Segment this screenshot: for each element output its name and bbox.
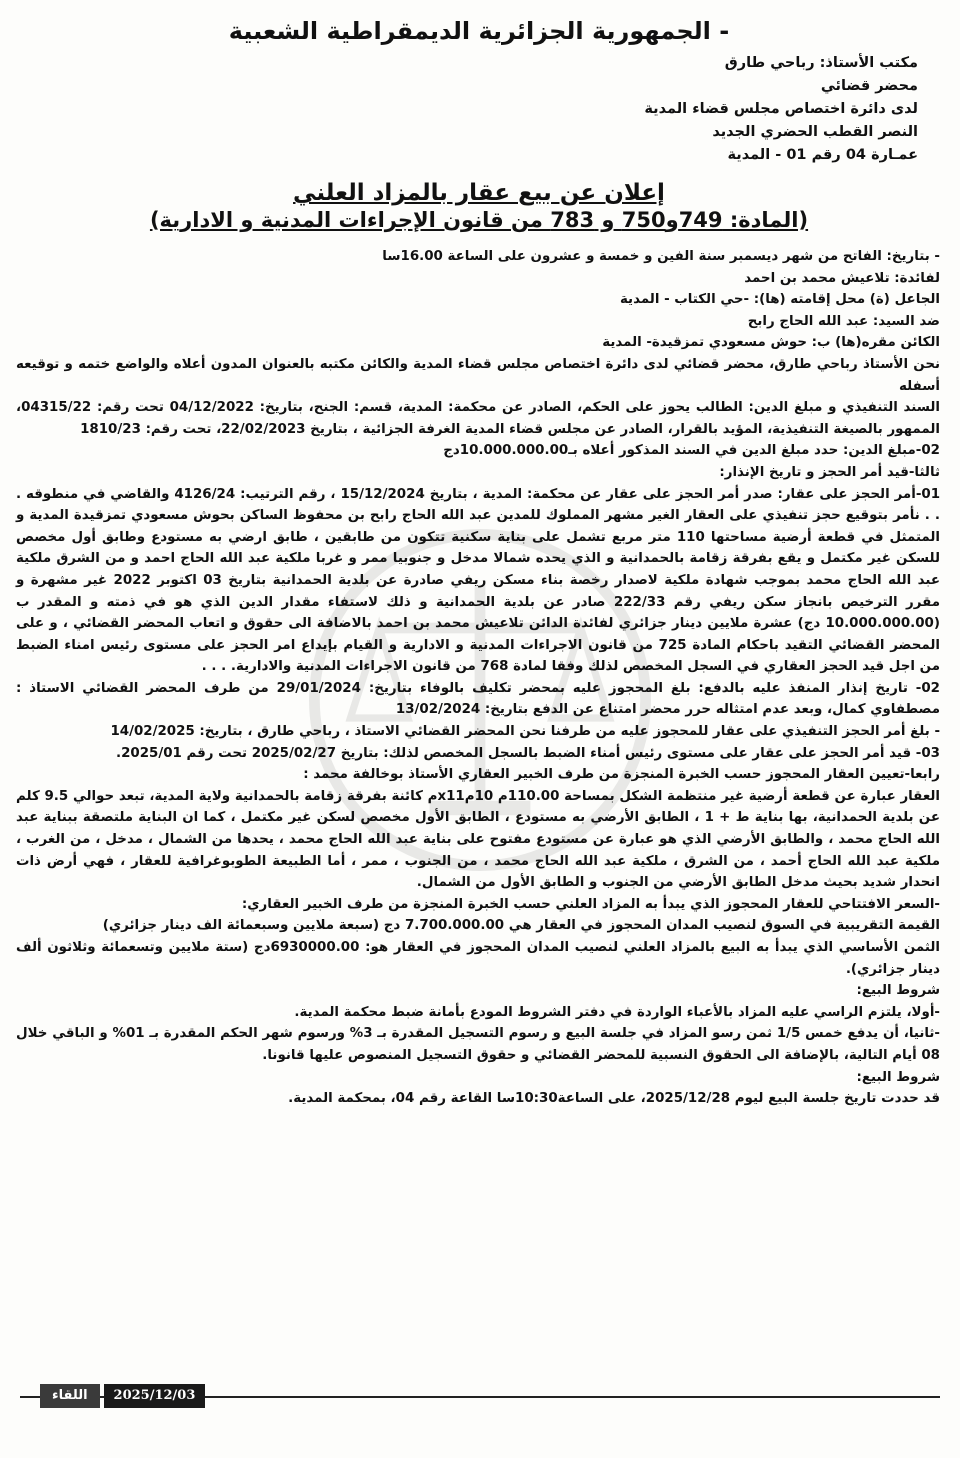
- paragraph: رابعا-تعيين العقار المحجوز حسب الخبرة المنجزة من طرف الخبير العقاري الأستاذ بوخالفة محمد :: [303, 767, 940, 783]
- office-line: مكتب الأستاذ: رباحي طارق: [724, 55, 918, 71]
- office-line: محضر قضائي: [820, 78, 918, 94]
- office-line: النصر القطب الحضري الجديد: [712, 124, 918, 140]
- legal-articles-title: (المادة: 749و750 و 783 من قانون الإجراءات المدنية و الادارية): [149, 208, 809, 232]
- announcement-title: إعلان عن بيع عقار بالمزاد العلني: [293, 180, 665, 206]
- newspaper-name: اللقاء: [40, 1384, 100, 1408]
- paragraph: نحن الأستاذ رباحي طارق، محضر قضائي لدى دائرة اختصاص مجلس قضاء المدية والكائن مكتبه بالعنوان المدون أعلاه والواضع ختمه و توقيعه أسفله: [16, 356, 940, 394]
- paragraph: السند التنفيذي و مبلغ الدين: الطالب يحوز على الحكم، الصادر عن محكمة: المدية، قسم: الجنح، بتاريخ: 04/12/2022 تحت رقم: 04315/22، الممهور بالصيغة التنفيذية، المؤيد بالقرار، الصادر عن مجلس قضاء المدية الغرفة الجزائية ، بتاريخ 22/02/2023، تحت رقم: 1810/23: [16, 400, 940, 437]
- paragraph: - بلغ أمر الحجز التنفيذي على عقار للمحجوز عليه من طرفنا نحن المحضر القضائي الاستاذ ، رباحي طارق ، بتاريخ: 14/02/2025: [110, 724, 940, 740]
- paragraph: 02-مبلغ الدين: حدد مبلغ الدين في السند المذكور أعلاه بـ10.000.000.00دج: [443, 443, 940, 459]
- paragraph: قد حددت تاريخ جلسة البيع ليوم 2025/12/28، على الساعة10:30سا القاعة رقم 04، بمحكمة المدية.: [288, 1091, 940, 1107]
- paragraph: شروط البيع:: [856, 983, 940, 999]
- paragraph: لفائدة: تلاعيش محمد بن احمد: [744, 270, 940, 286]
- newspaper-footer: [40, 1384, 240, 1408]
- announcement-page: [14, 8, 944, 1448]
- paragraph: 03- قيد أمر الحجز على عقار على مستوى رئيس أمناء الضبط بالسجل المخصص لذلك: بتاريخ 2025/02/27 تحت رقم 2025/01.: [115, 745, 940, 761]
- announcement-body: [14, 246, 944, 1110]
- paragraph: شروط البيع:: [856, 1069, 940, 1085]
- paragraph: -أولا، يلتزم الراسي عليه المزاد بالأعباء الواردة في دفتر الشروط المودع بأمانة ضبط محكمة المدية.: [294, 1004, 940, 1020]
- paragraph: 01-أمر الحجز على عقار: صدر أمر الحجز على عقار عن محكمة: المدية ، بتاريخ 15/12/2024 ، رقم الترتيب: 4126/24 والقاضي في منطوقه . . . نأمر بتوقيع حجز تنفيذي على العقار الغير مشهر المملوك للمدين عبد الله الحاج رابح بن محفوظ الساكن بحوش مسعودي تمزقيدة المدية و المتمثل في قطعة أرضية مساحتها 110 متر مربع تشمل على بناية سكنية تتكون من طابقين ، طابق ارضي به مستودع وطابق أول مخصص للسكن غير مكتمل و يقع بفرقة زقامة بالحمدانية و الذي يحده شمالا مدخل و جنوبيا ممر و غربا ملكية عبد الله الحاج احمد و من الشرق ملكية عبد الله الحاج محمد بموجب شهادة ملكية لاصدار رخصة بناء مسكن ريفي صادرة عن بلدية الحمدانية بتاريخ 03 اكتوبر 2022 غير مشهرة و مقرر الترخيص بانجاز سكن ريفي رقم 222/33 صادر عن بلدية الحمدانية و ذلك لاستفاء مقدار الدين الذي هو في ذمته و المقدر ب (10.000.000.00 دج) عشرة ملايين دينار جزائري لفائدة الدائن تلاعيش محمد بن احمد بالاضافة الى حقوق و اتعاب المحضر القضائي ، و على المحضر القضائي التقيد باحكام المادة 725 من قانون الاجراءات المدنية و الادارية و القيام بإيداع امر الحجز على مستوى رئيس امناء الضبط من اجل قيد الحجز العقاري في السجل المخصص لذلك وفقا لمادة 768 من قانون الاجراءات المدنية والادارية. . . .: [16, 486, 941, 675]
- paragraph: الثمن الأساسي الذي يبدأ به البيع بالمزاد العلني لنصيب المدان المحجوز في العقار هو: 6930000.00دج (ستة ملايين وتسعمائة وثلاثون ألف دينار جزائري).: [16, 940, 940, 977]
- paragraph: ثالثا-قيد أمر الحجز و تاريخ الإنذار:: [719, 464, 940, 480]
- paragraph: العقار عبارة عن قطعة أرضية غير منتظمة الشكل بمساحة 110.00م 10مx11م كائنة بفرقة زقامة بالحمدانية ولاية المدية، تبعد حوالي 9.5 كلم عن بلدية الحمدانية، بها بناية ط + 1 ، الطابق الأرضي به مستودع ، الطابق الأول مخصص لسكن غير مكتمل ، كما ان البناية ملتصقة ببناية عبد الله الحاج محمد ، والطابق الأرضي الذي هو عبارة عن مستودع مفتوح على بناية عبد الله الحاج محمد ، يحدها من الشمال ، مدخل ، من الغرب ، ملكية عبد الله الحاج أحمد ، من الشرق ، ملكية عبد الله الحاج محمد ، من الجنوب ، ممر ، أما الطبيعة الطوبوغرافية للعقار ، فهي أرض ذات انحدار شديد بحيث مدخل الطابق الأرضي من الجنوب و الطابق الأول من الشمال.: [16, 788, 940, 891]
- bailiff-office-block: [14, 52, 944, 167]
- publication-date: 2025/12/03: [104, 1384, 206, 1408]
- paragraph: - بتاريخ: الفاتح من شهر ديسمبر سنة الفين و خمسة و عشرون على الساعة 16.00سا: [382, 249, 940, 264]
- paragraph: 02- تاريخ إنذار المنفذ عليه بالدفع: بلغ المحجوز عليه بمحضر تكليف بالوفاء بتاريخ: 29/01/2024 من طرف المحضر القضائي الاستاذ : مصطفاوي كمال، وبعد عدم امتثاله حرر محضر امتناع عن الدفع بتاريخ: 13/02/2024: [16, 680, 940, 718]
- paragraph: الجاعل (ة) محل إقامته (ها): -حي الكتاب - المدية: [619, 292, 940, 308]
- office-line: لدى دائرة اختصاص مجلس قضاء المدية: [644, 101, 918, 117]
- republic-heading: - الجمهورية الجزائرية الديمقراطية الشعبية: [228, 17, 730, 45]
- paragraph: القيمة التقريبية في السوق لنصيب المدان المحجوز في العقار هي 7.700.000.00 دج (سبعة ملايين وسبعمائة الف دينار جزائري): [102, 918, 940, 934]
- announcement-title-block: [14, 179, 944, 234]
- paragraph: الكائن مقره(ها) ب: حوش مسعودي تمزقيدة- المدية: [602, 335, 940, 351]
- office-line: عمـارة 04 رقم 01 - المدية: [727, 147, 918, 163]
- paragraph: ضد السيد: عبد الله الحاج رابح: [747, 313, 940, 329]
- paragraph: -ثانيا، أن يدفع خمس 1/5 ثمن رسو المزاد في جلسة البيع و رسوم التسجيل المقدرة بـ 3% ورسوم شهر الحكم المقدرة بـ 01% و الباقي خلال 08 أيام التالية، بالإضافة الى الحقوق النسبية للمحضر القضائي و حقوق التسجيل المنصوص عليها قانونا.: [16, 1026, 940, 1063]
- paragraph: -السعر الافتتاحي للعقار المحجوز الذي يبدأ به المزاد العلني حسب الخبرة المنجزة من طرف الخبير العقاري:: [241, 896, 940, 912]
